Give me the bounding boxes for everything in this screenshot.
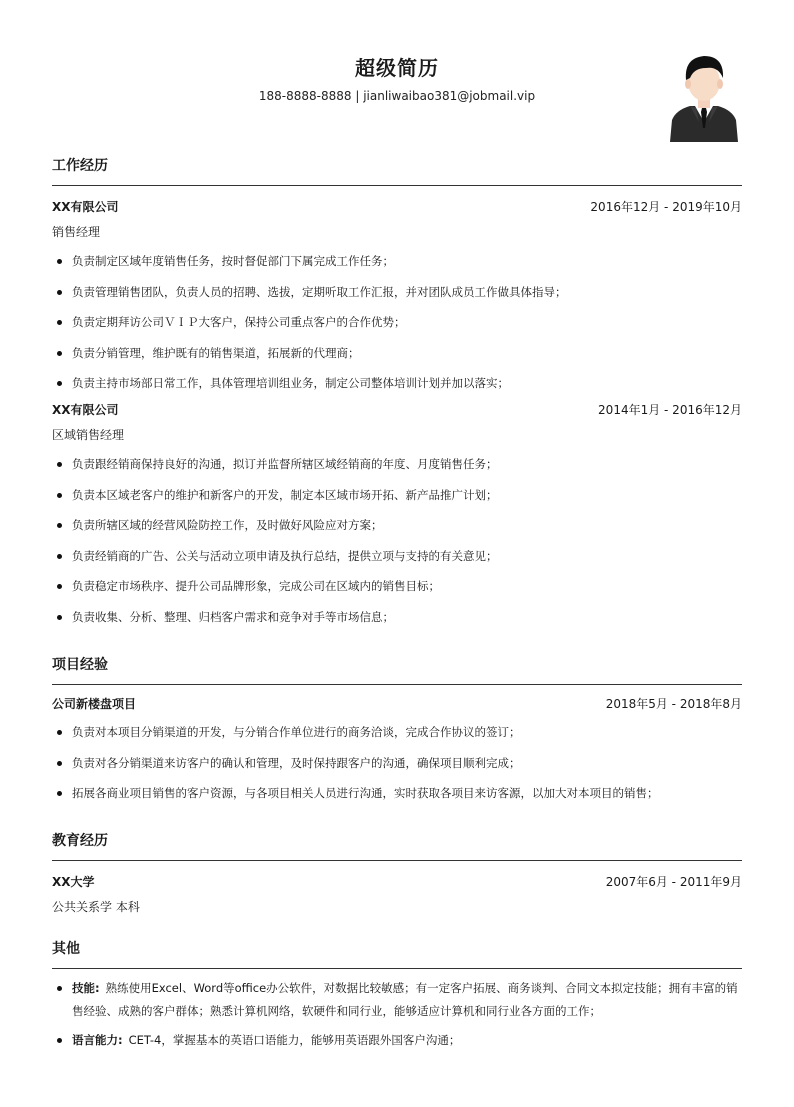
- list-item: 负责定期拜访公司ＶＩＰ大客户，保持公司重点客户的合作优势；: [52, 307, 742, 338]
- avatar-illustration-icon: [668, 48, 740, 142]
- section-work: [52, 155, 742, 633]
- section-divider: [52, 185, 742, 186]
- education-header: [52, 872, 742, 892]
- language-label: 语言能力:: [72, 1033, 123, 1047]
- job-role: 区域销售经理: [52, 427, 125, 442]
- job-header: [52, 197, 742, 217]
- list-item: 负责管理销售团队，负责人员的招聘、选拔，定期听取工作汇报，并对团队成员工作做具体指导；: [52, 277, 742, 308]
- other-list: [52, 974, 742, 1055]
- section-title-work: 工作经历: [52, 158, 108, 174]
- job-date: 2014年1月 - 2016年12月: [598, 402, 742, 417]
- school-name: XX大学: [52, 875, 95, 889]
- project-header: [52, 694, 742, 714]
- list-item: 负责本区域老客户的维护和新客户的开发，制定本区域市场开拓、新产品推广计划；: [52, 480, 742, 511]
- job-date: 2016年12月 - 2019年10月: [590, 200, 742, 214]
- section-project: [52, 654, 742, 809]
- job-company: XX有限公司: [52, 200, 119, 214]
- list-item: 负责分销管理，维护既有的销售渠道，拓展新的代理商；: [52, 338, 742, 369]
- resume-name: 超级简历: [355, 56, 439, 80]
- language-item: [52, 1026, 742, 1055]
- section-title-other: 其他: [52, 941, 80, 957]
- list-item: 负责主持市场部日常工作，具体管理培训组业务，制定公司整体培训计划并加以落实；: [52, 368, 742, 399]
- section-divider: [52, 860, 742, 861]
- project-name: 公司新楼盘项目: [52, 697, 137, 711]
- contact-info: 188-8888-8888 | jianliwaibao381@jobmail.vip: [258, 89, 536, 103]
- list-item: 负责跟经销商保持良好的沟通，拟订并监督所辖区域经销商的年度、月度销售任务；: [52, 449, 742, 480]
- education-date: 2007年6月 - 2011年9月: [605, 875, 742, 889]
- job-entry: [52, 400, 742, 633]
- job-duties-list: [52, 246, 742, 399]
- list-item: 负责稳定市场秩序、提升公司品牌形象，完成公司在区域内的销售目标；: [52, 571, 742, 602]
- job-role: 销售经理: [52, 225, 101, 239]
- job-company: XX有限公司: [52, 402, 119, 417]
- skills-text: 熟练使用Excel、Word等office办公软件，对数据比较敏感；有一定客户拓展、商务谈判、合同文本拟定技能；拥有丰富的销售经验、成熟的客户群体；熟悉计算机网络，软硬件和同行业，能够适应计算机和同行业各方面的工作；: [72, 981, 738, 1018]
- job-entry: [52, 197, 742, 399]
- job-header: [52, 400, 742, 420]
- list-item: 负责对本项目分销渠道的开发，与分销合作单位进行的商务洽谈，完成合作协议的签订；: [52, 717, 742, 748]
- list-item: 负责经销商的广告、公关与活动立项申请及执行总结，提供立项与支持的有关意见；: [52, 541, 742, 572]
- skills-item: [52, 974, 742, 1026]
- section-other: [52, 938, 742, 1055]
- list-item: 拓展各商业项目销售的客户资源，与各项目相关人员进行沟通，实时获取各项目来访客源，以加大对本项目的销售；: [52, 778, 742, 809]
- section-title-project: 项目经验: [52, 657, 108, 673]
- list-item: 负责收集、分析、整理、归档客户需求和竞争对手等市场信息；: [52, 602, 742, 633]
- skills-label: 技能:: [72, 981, 100, 995]
- section-divider: [52, 684, 742, 685]
- language-text: CET-4，掌握基本的英语口语能力，能够用英语跟外国客户沟通；: [128, 1033, 461, 1047]
- list-item: 负责所辖区域的经营风险防控工作，及时做好风险应对方案；: [52, 510, 742, 541]
- job-duties-list: [52, 449, 742, 633]
- education-major: 公共关系学 本科: [52, 900, 140, 914]
- project-date: 2018年5月 - 2018年8月: [605, 697, 742, 711]
- section-divider: [52, 968, 742, 969]
- section-education: [52, 830, 742, 917]
- project-duties-list: [52, 717, 742, 809]
- avatar: [668, 48, 740, 142]
- list-item: 负责对各分销渠道来访客户的确认和管理，及时保持跟客户的沟通，确保项目顺利完成；: [52, 748, 742, 779]
- list-item: 负责制定区域年度销售任务，按时督促部门下属完成工作任务；: [52, 246, 742, 277]
- section-title-education: 教育经历: [52, 833, 108, 849]
